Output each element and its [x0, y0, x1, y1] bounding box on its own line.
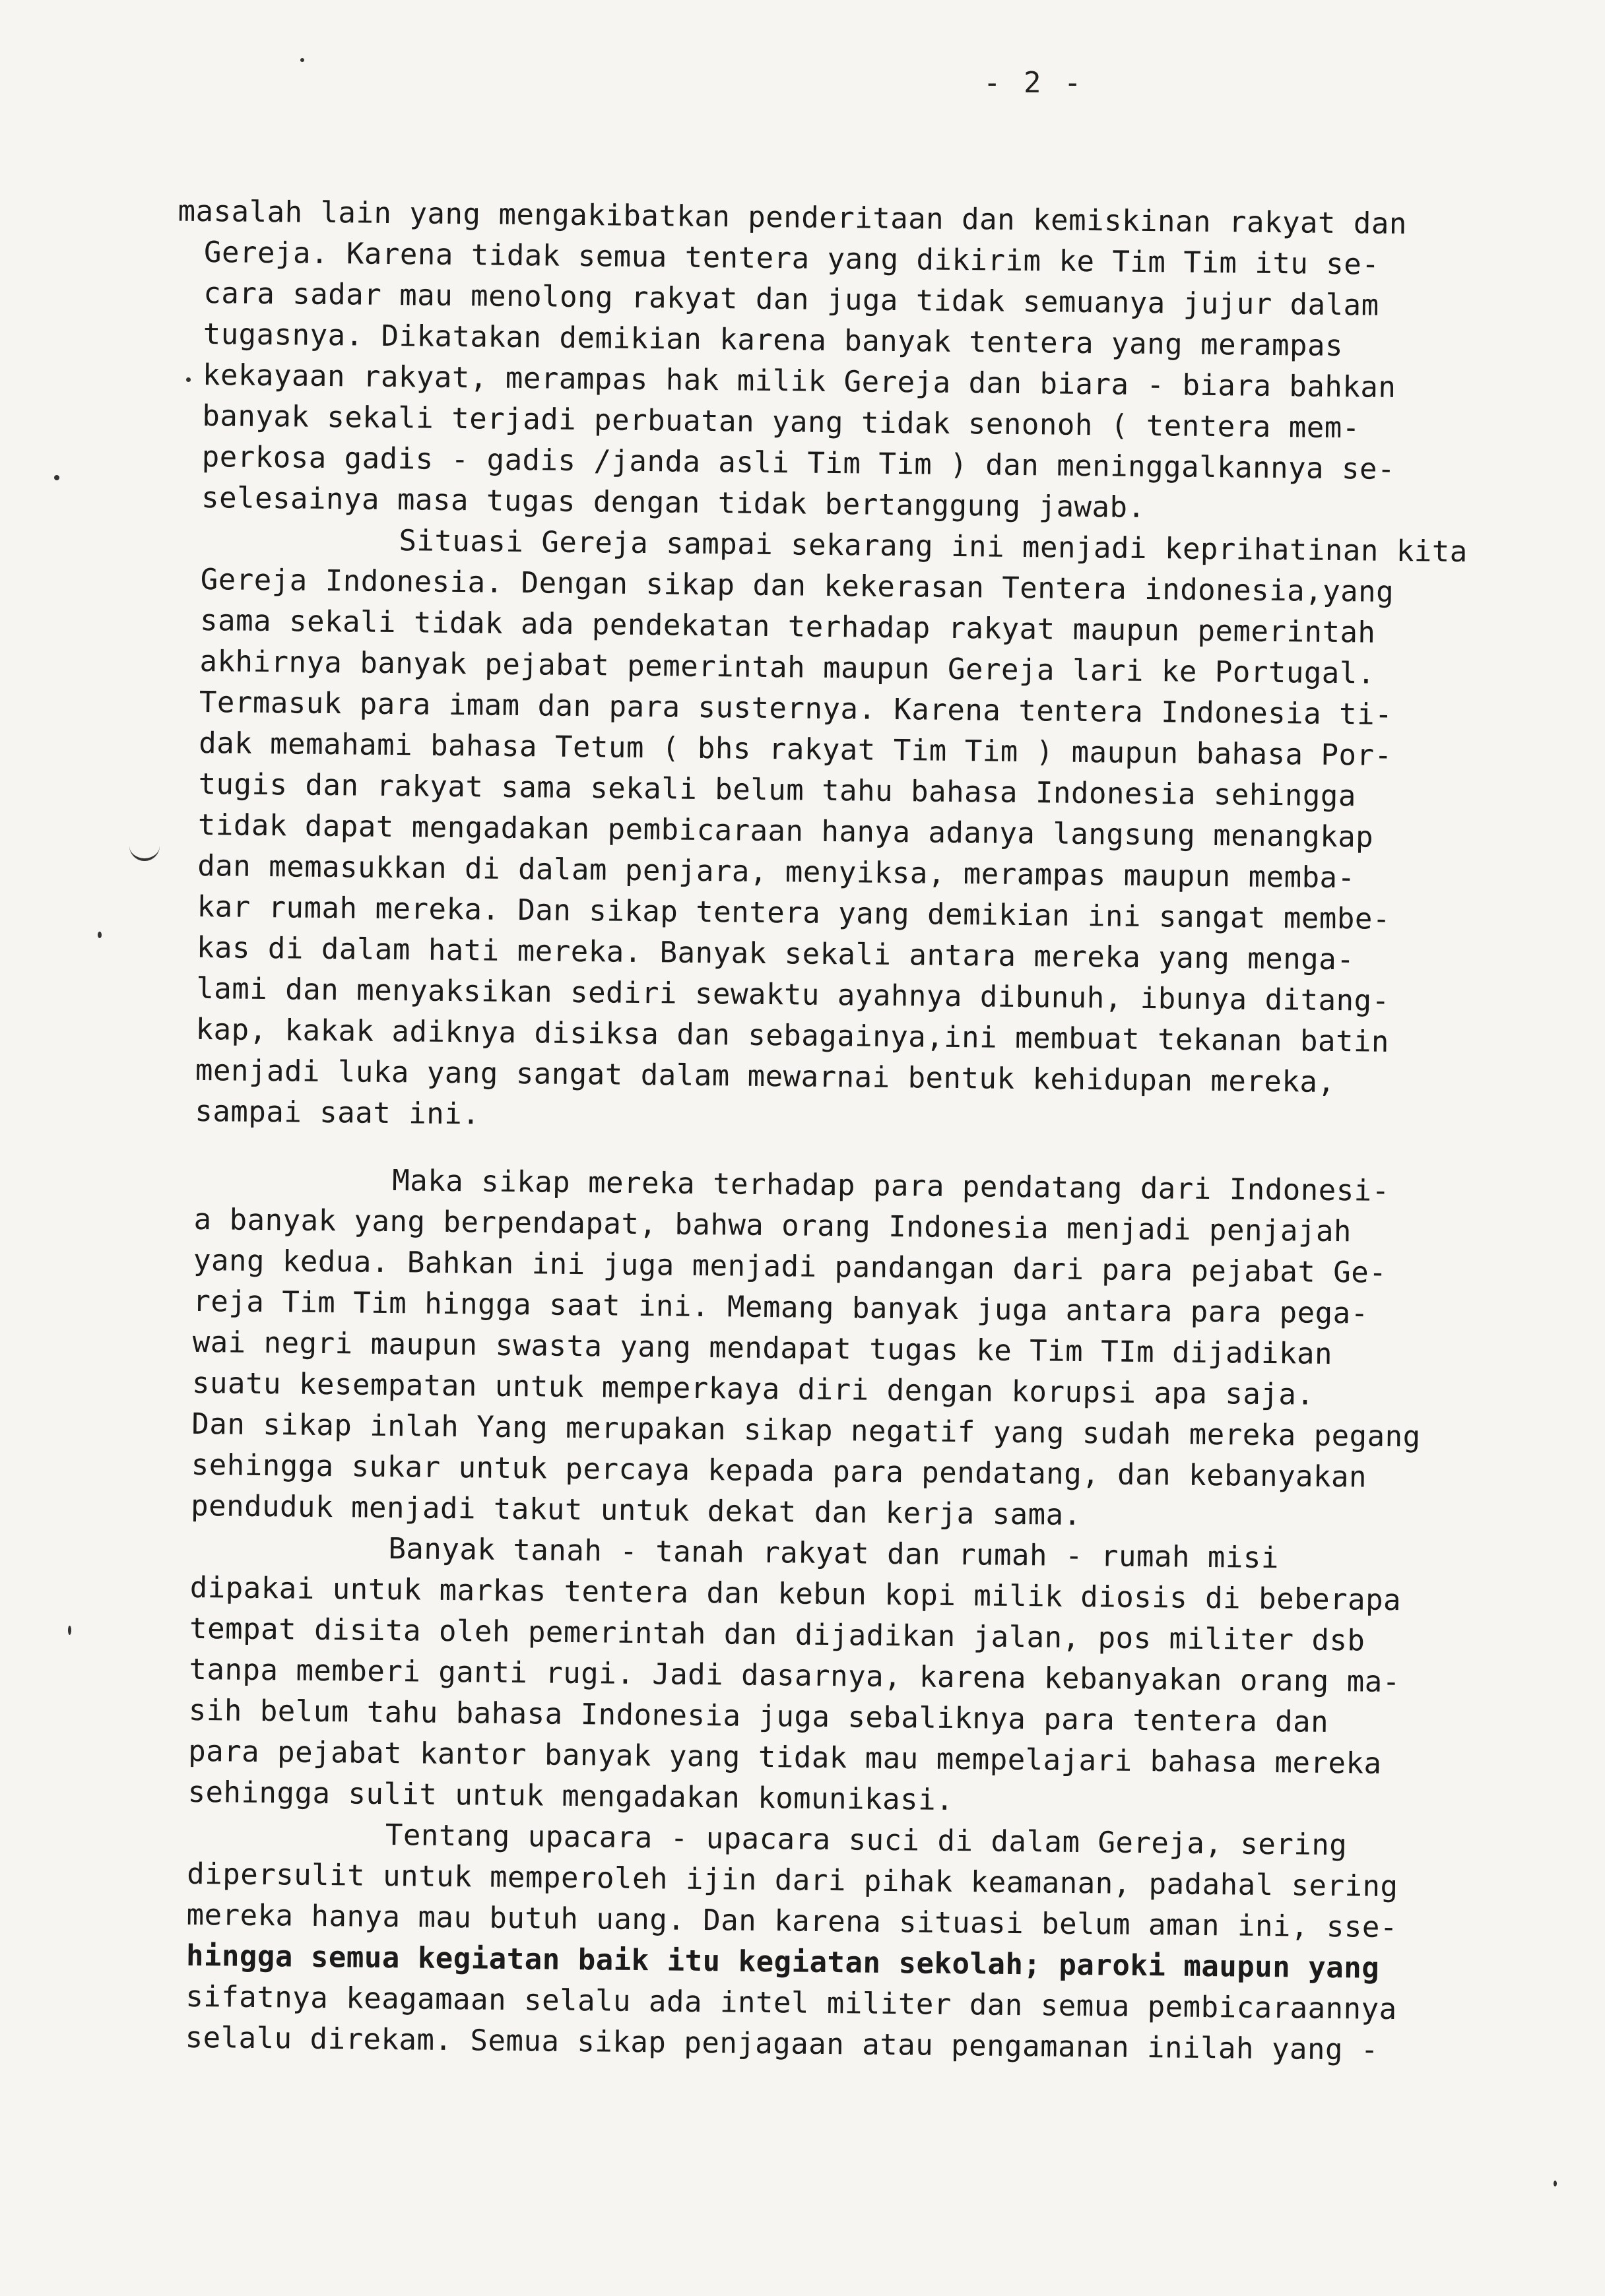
text-line: dipersulit untuk memperoleh ijin dari pihak keamanan, padahal sering — [187, 1857, 1398, 1904]
text-line: banyak sekali terjadi perbuatan yang tidak senonoh ( tentera mem- — [202, 399, 1360, 445]
text-line: kekayaan rakyat, merampas hak milik Gereja dan biara - biara bahkan — [202, 358, 1396, 404]
text-line: Maka sikap mereka terhadap para pendatang dari Indonesi- — [392, 1164, 1390, 1208]
text-line: kap, kakak adiknya disiksa dan sebagainya,ini membuat tekanan batin — [195, 1012, 1390, 1059]
page-number: - 2 - — [983, 66, 1084, 100]
text-line: Tentang upacara - upacara suci di dalam Gereja, sering — [385, 1818, 1348, 1863]
text-line: selesainya masa tugas dengan tidak bertanggung jawab. — [201, 480, 1146, 525]
text-line: dak memahami bahasa Tetum ( bhs rakyat Tim Tim ) maupun bahasa Por- — [198, 726, 1392, 773]
text-line: dipakai untuk markas tentera dan kebun kopi milik diosis di beberapa — [189, 1570, 1402, 1618]
text-line: Termasuk para imam dan para susternya. Karena tentera Indonesia ti- — [199, 685, 1393, 732]
text-line: Gereja. Karena tidak semua tentera yang dikirim ke Tim Tim itu se- — [203, 235, 1380, 282]
text-line: a banyak yang berpendapat, bahwa orang Indonesia menjadi penjajah — [193, 1202, 1352, 1249]
text-line: reja Tim Tim hingga saat ini. Memang banyak juga antara para pega- — [193, 1284, 1369, 1331]
text-line: akhirnya banyak pejabat pemerintah maupun Gereja lari ke Portugal. — [199, 644, 1376, 691]
document-body — [178, 191, 1531, 2072]
scan-speck — [98, 932, 102, 938]
text-line: selalu direkam. Semua sikap penjagaan atau pengamanan inilah yang - — [185, 2020, 1379, 2067]
scan-speck — [300, 58, 304, 62]
text-line: menjadi luka yang sangat dalam mewarnai bentuk kehidupan mereka, — [195, 1053, 1336, 1100]
text-line: dan memasukkan di dalam penjara, menyiksa, merampas maupun memba- — [197, 848, 1356, 895]
text-line: Banyak tanah - tanah rakyat dan rumah - rumah misi — [388, 1532, 1280, 1576]
text-line: tugis dan rakyat sama sekali belum tahu bahasa Indonesia sehingga — [198, 767, 1357, 813]
scan-speck — [1554, 2181, 1557, 2186]
scan-speck — [54, 475, 59, 480]
text-line: wai negri maupun swasta yang mendapat tugas ke Tim TIm dijadikan — [192, 1325, 1333, 1371]
text-line: perkosa gadis - gadis /janda asli Tim Tim ) dan meninggalkannya se- — [201, 439, 1396, 486]
text-line: sehingga sukar untuk percaya kepada para pendatang, dan kebanyakan — [191, 1448, 1367, 1494]
text-line: kas di dalam hati mereka. Banyak sekali antara mereka yang menga- — [196, 930, 1355, 977]
text-line: Gereja Indonesia. Dengan sikap dan kekerasan Tentera indonesia,yang — [200, 562, 1394, 609]
text-line: masalah lain yang mengakibatkan penderitaan dan kemiskinan rakyat dan — [178, 194, 1408, 241]
text-line: hingga semua kegiatan baik itu kegiatan sekolah; paroki maupun yang — [185, 1938, 1380, 1985]
text-line: sih belum tahu bahasa Indonesia juga sebaliknya para tentera dan — [188, 1693, 1329, 1739]
text-line: tidak dapat mengadakan pembicaraan hanya adanya langsung menangkap — [197, 808, 1374, 854]
scan-speck — [186, 377, 191, 382]
text-line: Situasi Gereja sampai sekarang ini menjadi keprihatinan kita — [399, 524, 1468, 569]
text-line: Dan sikap inlah Yang merupakan sikap negatif yang sudah mereka pegang — [191, 1407, 1421, 1454]
text-line: sehingga sulit untuk mengadakan komunikasi. — [187, 1775, 954, 1818]
text-line: suatu kesempatan untuk memperkaya diri dengan korupsi apa saja. — [191, 1366, 1315, 1412]
text-line: sifatnya keagamaan selalu ada intel militer dan semua pembicaraannya — [185, 1979, 1397, 2027]
text-line: mereka hanya mau butuh uang. Dan karena situasi belum aman ini, sse- — [186, 1897, 1398, 1945]
text-line: tempat disita oleh pemerintah dan dijadikan jalan, pos militer dsb — [189, 1611, 1365, 1658]
text-line: lami dan menyaksikan sediri sewaktu ayahnya dibunuh, ibunya ditang- — [196, 971, 1390, 1018]
text-line: cara sadar mau menolong rakyat dan juga tidak semuanya jujur dalam — [203, 276, 1379, 323]
scan-speck — [68, 1626, 71, 1635]
text-line: penduduk menjadi takut untuk dekat dan kerja sama. — [190, 1488, 1082, 1533]
text-line: sampai saat ini. — [195, 1094, 480, 1132]
text-line: kar rumah mereka. Dan sikap tentera yang demikian ini sangat membe- — [197, 889, 1391, 936]
text-line: sama sekali tidak ada pendekatan terhadap rakyat maupun pemerintah — [199, 603, 1376, 650]
margin-stroke — [129, 841, 160, 861]
text-line: yang kedua. Bahkan ini juga menjadi pandangan dari para pejabat Ge- — [193, 1243, 1387, 1290]
text-line: para pejabat kantor banyak yang tidak mau mempelajari bahasa mereka — [187, 1734, 1382, 1781]
text-line: tanpa memberi ganti rugi. Jadi dasarnya, karena kebanyakan orang ma- — [189, 1652, 1401, 1700]
text-line: tugasnya. Dikatakan demikian karena banyak tentera yang merampas — [203, 317, 1344, 364]
